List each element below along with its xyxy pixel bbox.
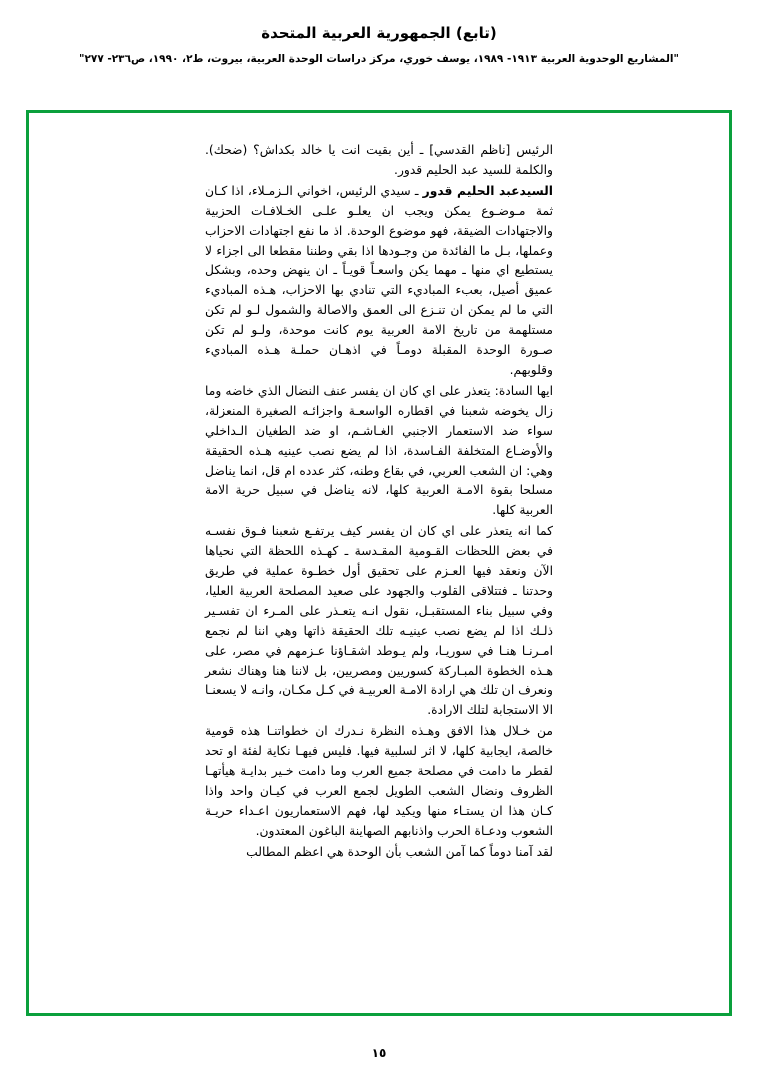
paragraph-text: كما انه يتعذر على اي كان ان يفسر كيف يرتفـع شعبنا فـوق نفسـه في بعض اللحظات القـومية المقـدسة ـ كهـذه اللحظة التي نحياها الآن ونعقد فيها العـزم على تحقيق أول خطـوة عملية في طريق وحدتنا ـ فتتلاقى القلوب والجهود على صعيد المصلحة العربية العليا، وفي سبيل بناء المستقبـل، نقول انـه يتعـذر على المـرء ان تفسـير ذلـك اذا لم يضع نصب عينيـه تلك الحقيقة ذاتها وهي اننا لم نجمع امـرنـا هنـا في سوريـا، ولم يـوطد اشقـاؤنا عـزمهم في مصر، على هـذه الخطوة المبـاركة كسوريين ومصريين، بل لاننا هنا وهناك نشعر ونعرف ان تلك هي ارادة الامـة العربيـة في كـل مكـان، وانـه لا يسعنـا الا الاستجابة لتلك الارادة. (205, 524, 553, 718)
page-header (0, 0, 758, 66)
page-title: (تابع) الجمهورية العربية المتحدة (261, 24, 497, 42)
speaker-name: السيدعبد الحليم قدور (422, 183, 553, 198)
paragraph (205, 843, 553, 863)
paragraph-text: من خـلال هذا الافق وهـذه النظرة نـدرك ان خطواتنـا هذه قومية خالصة، ايجابية كلها، لا اثر لسلبية فيها. فليس فيهـا نكاية لفئة او تحد لقطر ما دامت في مصلحة جميع العرب وما دامت خـير بدايـة هيأتهـا الظروف ونضال الشعب الطويل لجمع العرب في كيـان واحد واذا كـان هذا ان يستـاء منها ويكيد لها، فهم الاستعماريون اعـداء حريـة الشعوب ودعـاة الحرب واذنابهم الصهاينة الباغون المعتدون. (205, 724, 553, 838)
paragraph-text: ـ سيدي الرئيس، اخواني الـزمـلاء، اذا كـان ثمة مـوضـوع يمكن ويجب ان يعلـو علـى الخـلافـات الحزبية والاجتهادات الضيقة، فهو موضوع الوحدة. اذ ما نفع اجتهادات الاحزاب وعملها، بـل ما الفائدة من وجـودها اذا بقي وطننا مقطعا الى اجزاء لا يستطيع اي منها ـ مهما يكن واسعـاً قويـاً ـ ان ينهض وحده، وبشكل عميق أصيل، بعبء المباديء التي تنادي بها الاحزاب، هـذه المباديء التي ما لم يمكن ان تنـزع الى العمق والاصالة والشمول لـو لم تكن مستلهمة من تاريخ الامة العربية يوم كانت موحدة، ولـو لم تكن صـورة الوحدة المقبلة دومـاً في اذهـان حملـة هـذه المباديء وقلوبهم. (205, 183, 553, 377)
paragraph-text: ايها السادة: يتعذر على اي كان ان يفسر عنف النضال الذي خاضه وما زال يخوضه شعبنا في اقطاره الواسعـة واجزائـه الصغيرة المنعزلة، سواء ضد الاستعمار الاجنبي الغـاشـم، او ضد الطغيان الـداخلي والأوضـاع المتخلفة الفـاسدة، اذا لم يضع نصب عينيه هـذه الحقيقة وهي: ان الشعب العربي، في بقاع وطنه، كثر عدده ام قل، انما يناضل مسلحا بقوة الامـة العربية كلها، لانه يناضل في سبيل حرية الامة العربية كلها. (205, 383, 553, 518)
source-citation: "المشاريع الوحدوية العربية ١٩١٣- ١٩٨٩، يوسف خوري، مركز دراسات الوحدة العربية، بيروت، ط٢، ١٩٩٠، ص٢٣٦- ٢٧٧" (79, 52, 679, 65)
paragraph (205, 522, 553, 721)
paragraph (205, 722, 553, 841)
page-number: ١٥ (371, 1046, 387, 1060)
paragraph (205, 182, 553, 381)
document-body (205, 141, 553, 864)
paragraph-text: لقد آمنا دوماً كما آمن الشعب بأن الوحدة هي اعظم المطالب (246, 844, 553, 859)
content-frame (26, 110, 732, 1016)
paragraph-text: الرئيس [ناظم القدسي] ـ أين بقيت انت يا خالد بكداش؟ (ضحك). والكلمة للسيد عبد الحليم قدور. (205, 143, 553, 177)
paragraph (205, 382, 553, 521)
paragraph (205, 141, 553, 181)
